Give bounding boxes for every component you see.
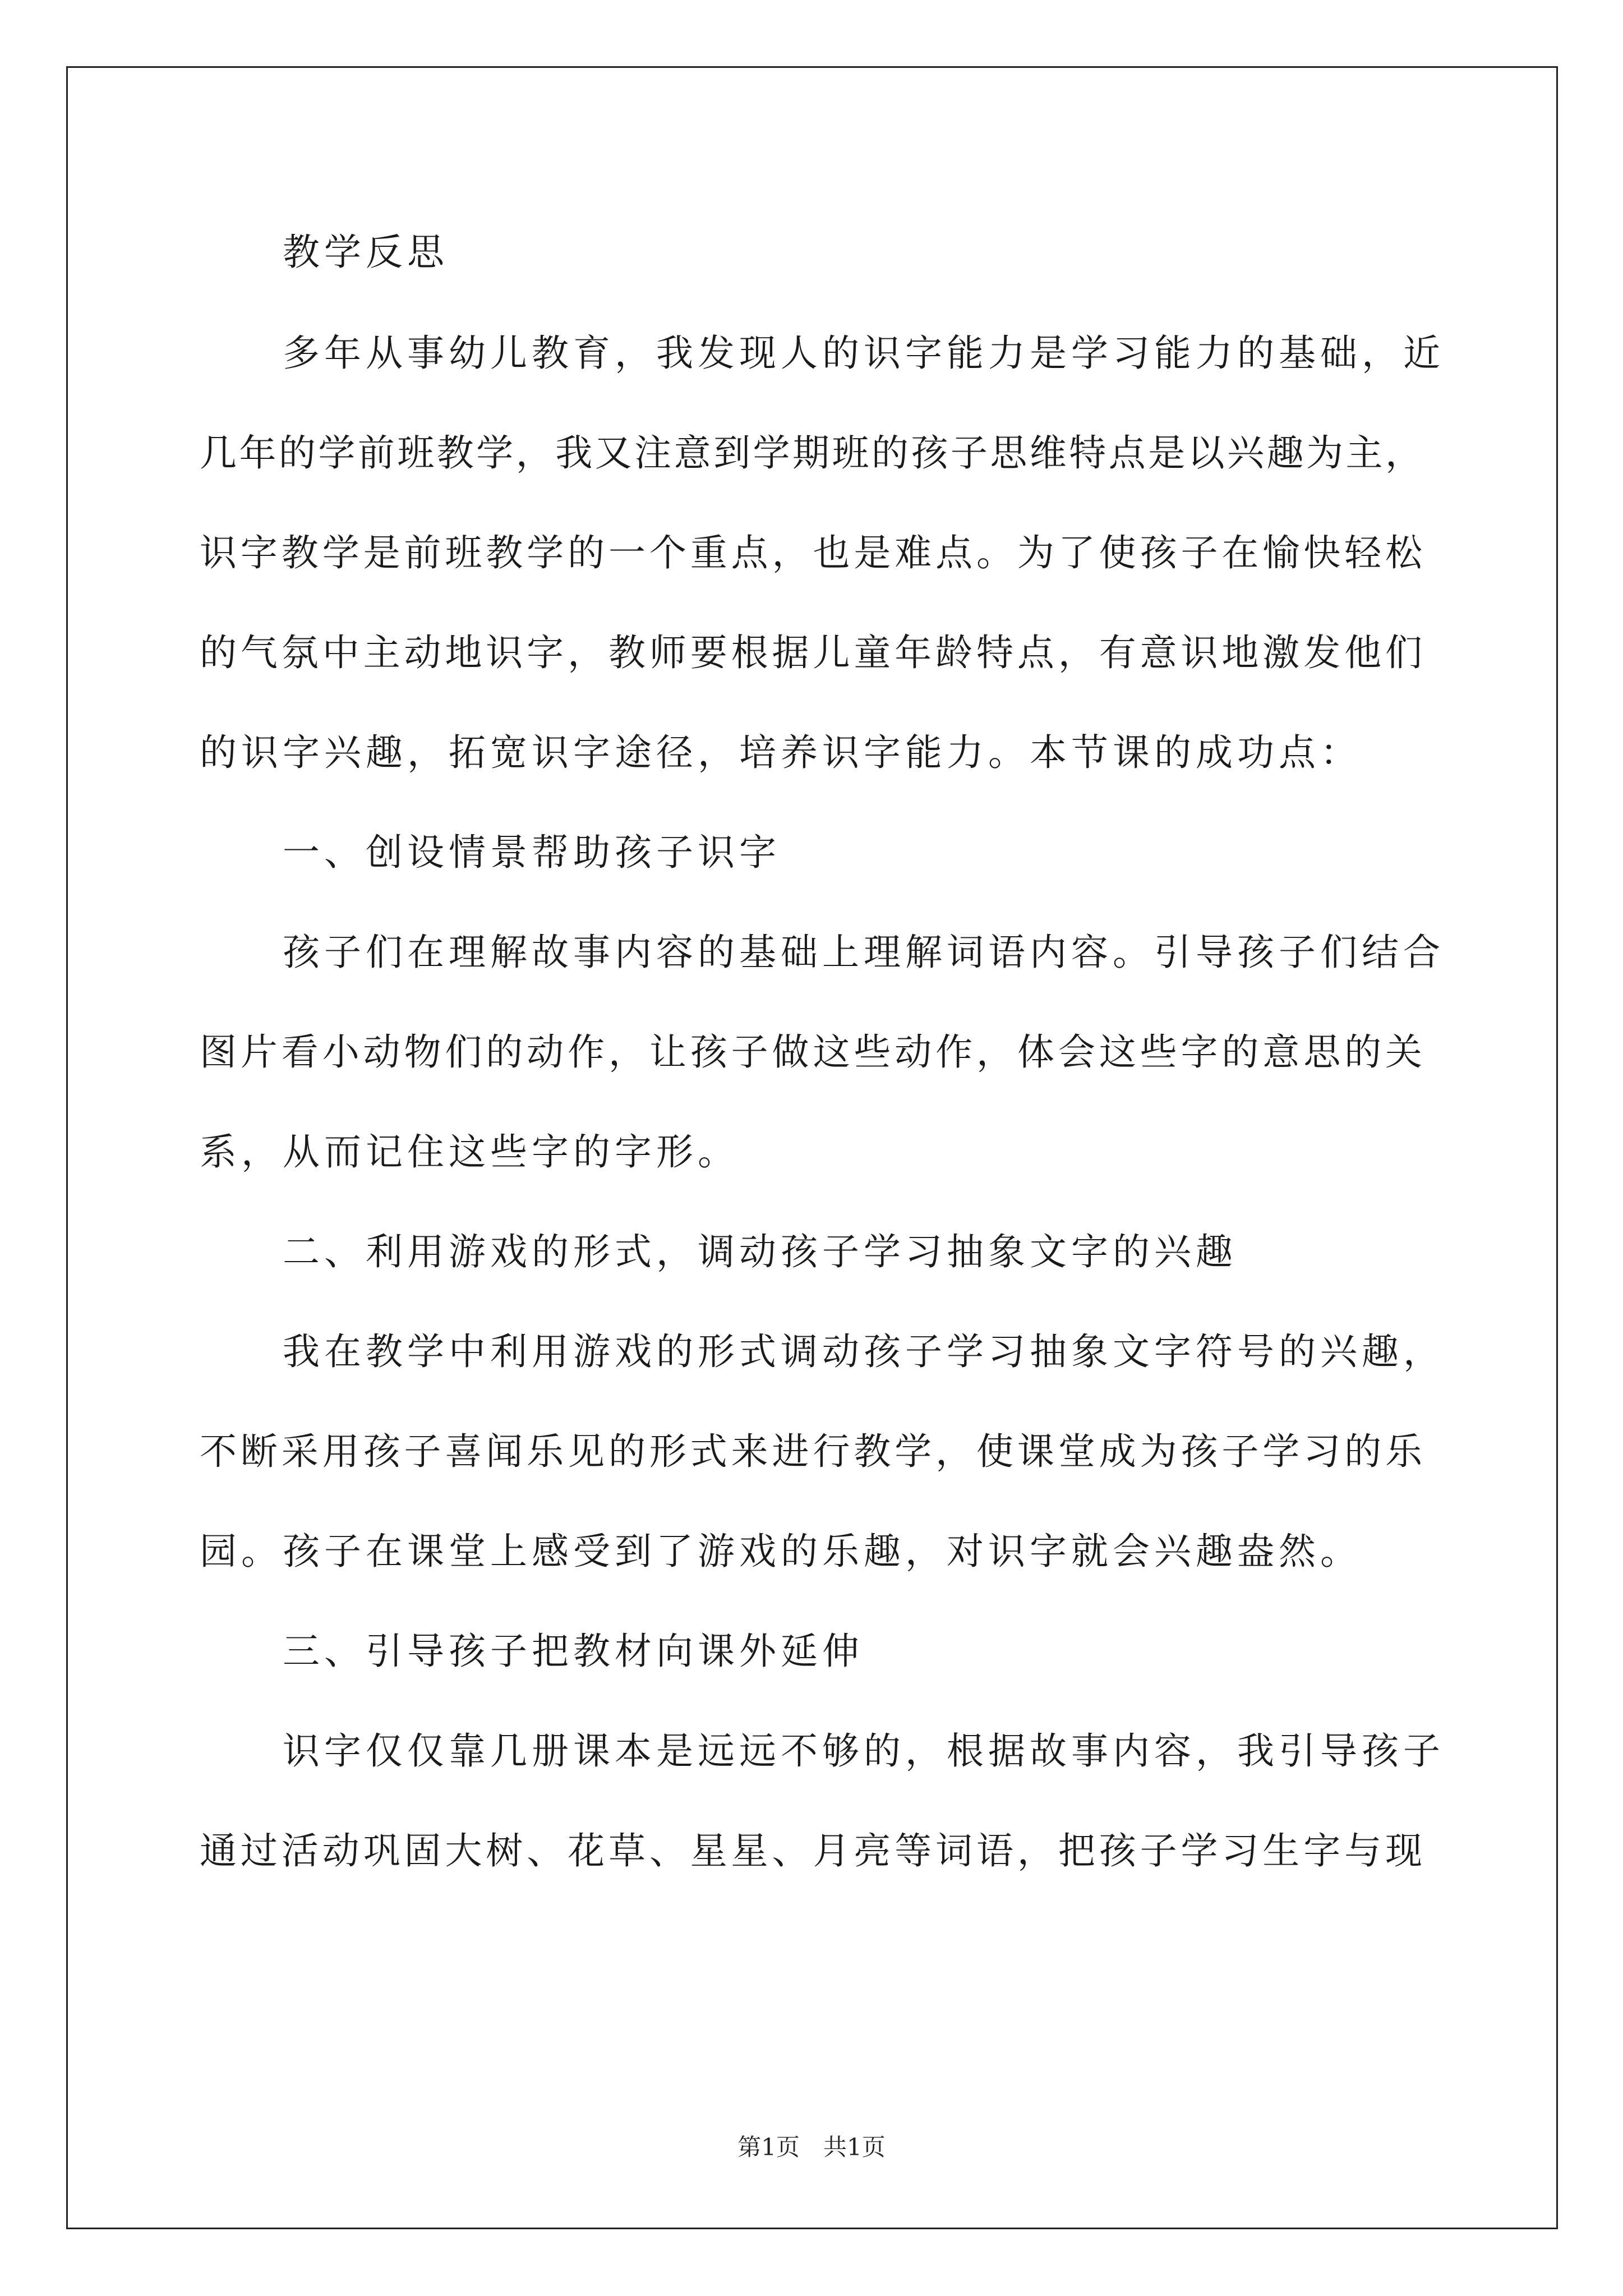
paragraph-line: 多年从事幼儿教育，我发现人的识字能力是学习能力的基础，近 <box>283 332 1445 375</box>
section-heading: 一、创设情景帮助孩子识字 <box>283 831 781 874</box>
section-heading: 二、利用游戏的形式，调动孩子学习抽象文字的兴趣 <box>283 1230 1237 1273</box>
paragraph-line: 系，从而记住这些字的字形。 <box>200 1130 739 1174</box>
document-title: 教学反思 <box>283 231 449 274</box>
paragraph-line: 我在教学中利用游戏的形式调动孩子学习抽象文字符号的兴趣， <box>283 1330 1445 1373</box>
paragraph-line: 孩子们在理解故事内容的基础上理解词语内容。引导孩子们结合 <box>283 931 1445 974</box>
paragraph-line: 识字仅仅靠几册课本是远远不够的，根据故事内容，我引导孩子 <box>283 1729 1445 1773</box>
paragraph-line: 通过活动巩固大树、花草、星星、月亮等词语，把孩子学习生字与现 <box>200 1829 1422 1872</box>
paragraph-line: 识字教学是前班教学的一个重点，也是难点。为了使孩子在愉快轻松 <box>200 531 1422 574</box>
paragraph-line: 的识字兴趣，拓宽识字途径，培养识字能力。本节课的成功点： <box>200 731 1362 774</box>
paragraph-line: 的气氛中主动地识字，教师要根据儿童年龄特点，有意识地激发他们 <box>200 631 1422 674</box>
paragraph-line: 几年的学前班教学，我又注意到学期班的孩子思维特点是以兴趣为主， <box>200 431 1422 475</box>
paragraph-line: 不断采用孩子喜闻乐见的形式来进行教学，使课堂成为孩子学习的乐 <box>200 1430 1422 1473</box>
section-heading: 三、引导孩子把教材向课外延伸 <box>283 1630 864 1673</box>
paragraph-line: 园。孩子在课堂上感受到了游戏的乐趣，对识字就会兴趣盎然。 <box>200 1530 1362 1573</box>
page-footer: 第1页 共1页 <box>737 2133 886 2161</box>
paragraph-line: 图片看小动物们的动作，让孩子做这些动作，体会这些字的意思的关 <box>200 1030 1422 1074</box>
